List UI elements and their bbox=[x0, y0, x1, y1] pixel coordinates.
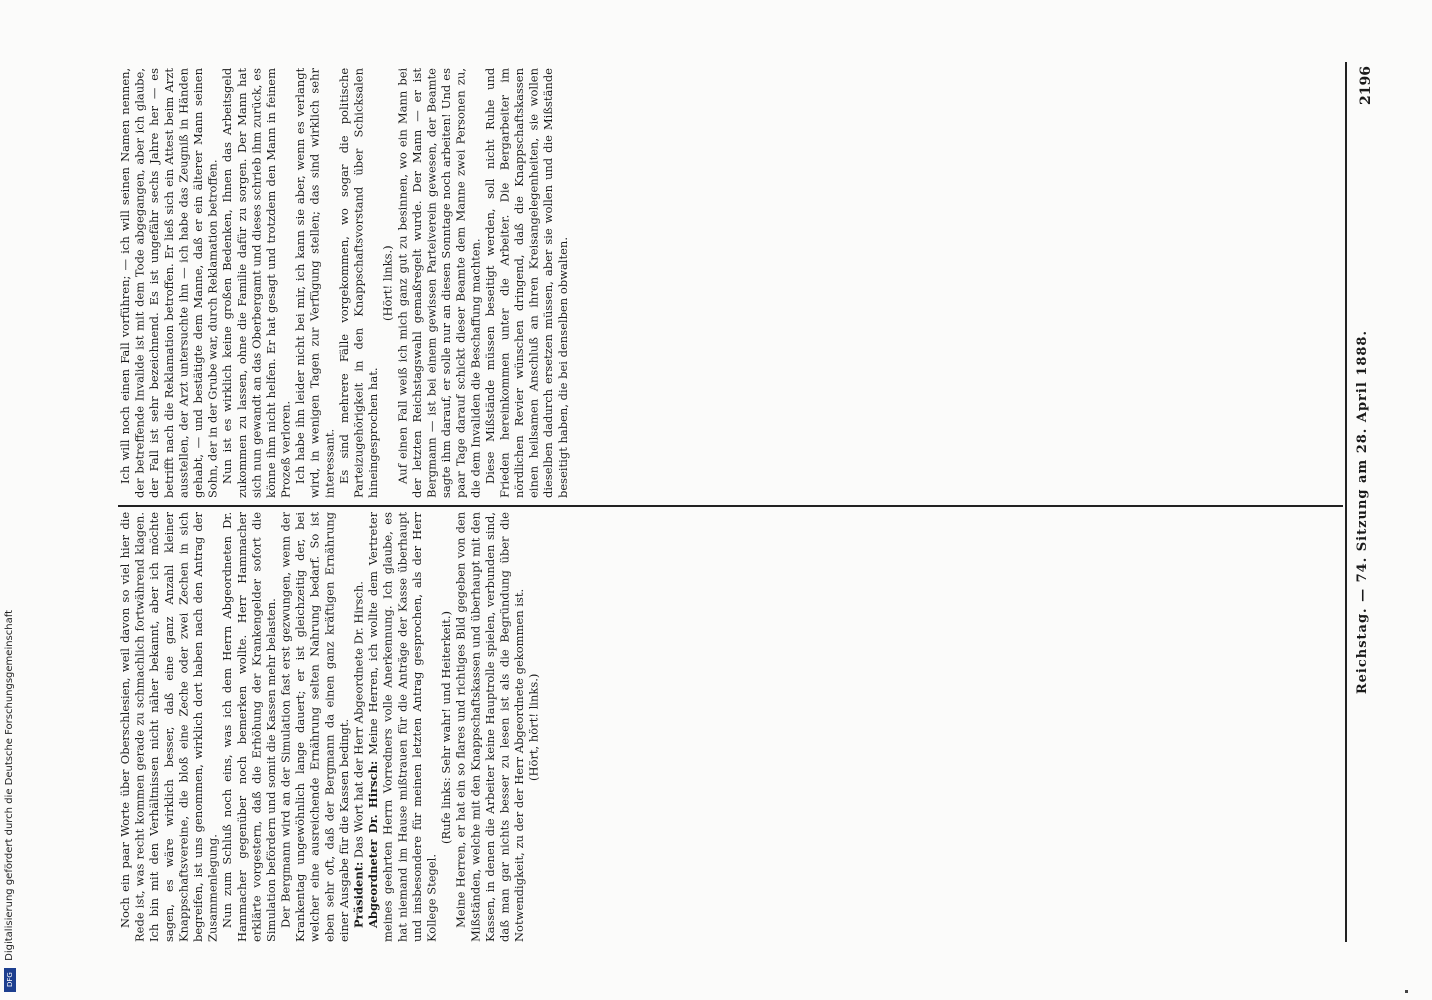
right-paragraph: Nun zum Schluß noch eins, was ich dem Herrn Abgeordneten Dr. Hammacher gegenüber noch bemerken wollte. Herr Hammacher erklärte vorgestern, daß die Erhöhung der Krankengelder sofort die Simulation befördern und somit die Kassen mehr belasten. bbox=[220, 512, 278, 942]
right-column bbox=[118, 512, 1336, 942]
page-header-title: Reichstag. — 74. Sitzung am 28. April 1888. bbox=[1355, 330, 1370, 695]
interjection: (Rufe links: Sehr wahr! und Heiterkeit.) bbox=[439, 610, 454, 844]
interjection: (Hört! links.) bbox=[380, 245, 395, 321]
praesident-label: Präsident: bbox=[351, 861, 366, 929]
scan-mark bbox=[1405, 990, 1408, 993]
hirsch-statement bbox=[366, 512, 439, 942]
praesident-statement bbox=[352, 512, 367, 942]
dfg-credit: Digitalisierung gefördert durch die Deutsche Forschungsgemeinschaft bbox=[4, 610, 15, 961]
dfg-logo: DFG bbox=[4, 968, 16, 992]
left-paragraph: Diese Mißstände müssen beseitigt werden, soll nicht Ruhe und Frieden hereinkommen unter die Arbeiter. Die Bergarbeiter im nördlichen Revier wünschen dringend, daß die Knappschaftskassen einen heilsamen Anschluß an ihren Kreisangelegenheiten, sie wollen dieselben dadurch ersetzen müssen, aber sie wollen und die Mißstände beseitigt haben, die bei denselben obwalten. bbox=[482, 68, 570, 498]
left-paragraph: Es sind mehrere Fälle vorgekommen, wo sogar die politische Parteizugehörigkeit in den Knappschaftsvorstand über Schicksalen hineingesprochen hat. bbox=[336, 68, 381, 498]
column-divider bbox=[118, 505, 1343, 507]
right-paragraph: Der Bergmann wird an der Simulation fast erst gezwungen, wenn der Krankentag ungewöhnlich lange dauert; er ist gleichzeitig der, bei welcher eine ausreichende Ernährung selten Nahrung bedarf. So ist eben sehr oft, daß der Bergmann da einen ganz kräftigen Ernährung einer Ausgabe für die Kassen bedingt. bbox=[278, 512, 351, 942]
interjection: (Hört, hört! links.) bbox=[526, 673, 541, 781]
praesident-text: Das Wort hat der Herr Abgeordnete Dr. Hirsch. bbox=[351, 581, 366, 859]
left-paragraph: Auf einen Fall weiß ich mich ganz gut zu besinnen, wo ein Mann bei der letzten Reichstagswahl gemaßregelt wurde. Der Mann — er ist Bergmann — ist bei einem gewissen Parteiverein gewesen, der Beamte sagte ihm darauf, er solle nur an diesen Sonntage noch arbeiten! Und es paar Tage darauf schickt dieser Beamte dem Manne zwei Personen zu, die dem Invaliden die Beschaffung machten. bbox=[395, 68, 483, 498]
hirsch-text: Meine Herren, ich wollte dem Vertreter meines geehrten Herrn Vorredners volle Anerkennung. Ich glaube, es hat niemand im Hause mißtrauen für die Anträge der Kasse überhaupt und insbesondere für meinen letzten Antrag gesprochen, als der Herr Kollege Stegel. bbox=[366, 512, 439, 942]
left-paragraph: Ich habe ihn leider nicht bei mir, ich kann sie aber, wenn es verlangt wird, in wenigen Tagen zur Verfügung stellen; das sind wirklich sehr interessant. bbox=[293, 68, 337, 498]
header-rule bbox=[1345, 62, 1347, 942]
page-number: 2196 bbox=[1358, 66, 1374, 105]
left-paragraph: Ich will noch einen Fall vorführen; — ich will seinen Namen nennen, der betreffende Invalide ist mit dem Tode abgegangen, aber ich glaube, der Fall ist sehr bezeichnend. Es ist ungefähr sechs Jahre her — es betrifft nach die Reklamation betroffen. Er ließ sich ein Attest beim Arzt ausstellen, der Arzt untersuchte ihn — ich habe das Zeugniß in Händen gehabt, — und bestätigte dem Manne, daß er ein älterer Mann seinen Sohn, der in der Grube war, durch Reklamation betroffen. bbox=[118, 68, 220, 498]
right-paragraph: Meine Herren, er hat ein so flares und richtiges Bild gegeben von den Mißständen, welche mit den Knappschaftskassen und überhaupt mit den Kassen, in denen die Arbeiter keine Hauptrolle spielen, verbunden sind, daß man gar nichts besser zu lesen ist als die Begründung über die Notwendigkeit, zu der der Herr Abgeordnete gekommen ist. bbox=[453, 512, 527, 942]
hirsch-label: Abgeordneter Dr. Hirsch: bbox=[366, 760, 381, 929]
left-paragraph: Nun ist es wirklich keine großen Bedenken, Ihnen das Arbeitsgeld zukommen zu lassen, ohne die Familie dafür zu sorgen. Der Mann hat sich nun gewandt an das Oberbergamt und dieses schrieb ihm zurück, es könne ihm nicht helfen. Er hat gesagt und trotzdem den Mann in feinem Prozeß verloren. bbox=[220, 68, 293, 498]
left-column bbox=[118, 68, 1336, 498]
right-paragraph: Noch ein paar Worte über Oberschlesien, weil davon so viel hier die Rede ist, was recht kommen gerade zu schmachlich fortwährend klagen. Ich bin mit den Verhältnissen nicht näher bekannt, aber ich möchte sagen, es wäre wirklich besser, daß eine ganz Anzahl kleiner Knappschaftsvereine, die bloß eine Zeche oder zwei Zechen in sich begreifen, ist uns genommen, wirklich dort haben nach den Antrag der Zusammenlegung. bbox=[118, 512, 220, 942]
